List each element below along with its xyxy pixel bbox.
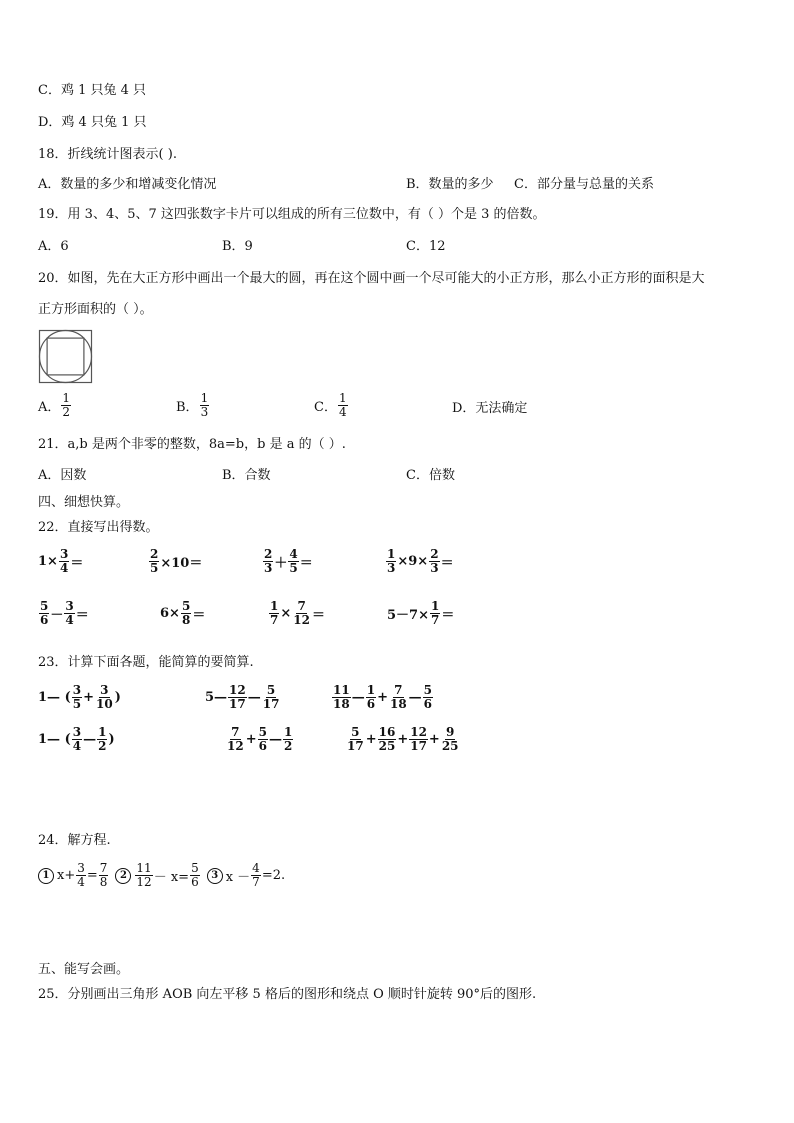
fraction: [332, 684, 351, 711]
equals: ＝: [75, 608, 89, 623]
term: x －: [225, 870, 251, 885]
q20-option-a-label: A．: [38, 400, 61, 415]
fraction: [181, 600, 191, 627]
operator: —: [351, 690, 365, 705]
operator: +: [365, 732, 377, 747]
numerator: 7: [297, 599, 306, 613]
numerator: 3: [72, 683, 82, 697]
denominator: 12: [136, 875, 152, 889]
denominator: 5: [72, 697, 82, 711]
q17-option-d: D．鸡 4 只兔 1 只: [38, 115, 147, 130]
operator: —: [247, 690, 261, 705]
q22-expr-4: [385, 548, 454, 575]
fraction: [378, 726, 397, 753]
denominator: 18: [333, 697, 350, 711]
denominator: 2: [283, 739, 293, 753]
denominator: 5: [150, 561, 159, 575]
operator: +: [377, 690, 388, 705]
numerator: 1: [270, 599, 279, 613]
q21-stem: 21．a,b 是两个非零的整数，8a=b，b 是 a 的（ ）.: [38, 437, 346, 452]
operator: —: [408, 690, 422, 705]
fraction: [423, 684, 433, 711]
denominator: 17: [229, 697, 246, 711]
numerator: 3: [65, 599, 74, 613]
operator: ＋: [274, 556, 288, 571]
denominator: 4: [72, 739, 82, 753]
q23-expr-2: [205, 684, 281, 711]
q25-stem: 25．分别画出三角形 AOB 向左平移 5 格后的图形和绕点 O 顺时针旋转 90°后的图形.: [38, 987, 537, 1002]
fraction: [76, 862, 86, 889]
numerator: 7: [394, 683, 403, 697]
numerator: 5: [40, 599, 49, 613]
term: 5－7×: [387, 608, 429, 623]
numerator: 12: [410, 725, 427, 739]
q22-expr-2: [148, 548, 202, 575]
q18-option-c: C．部分量与总量的关系: [514, 177, 654, 192]
numerator: 5: [258, 725, 267, 739]
fraction: [97, 726, 107, 753]
fraction: [72, 684, 82, 711]
denominator: 3: [200, 405, 209, 419]
fraction: [386, 548, 396, 575]
denominator: 8: [181, 613, 191, 627]
term: x+: [57, 868, 76, 883]
fraction: [72, 726, 82, 753]
circled-number-3: 3: [207, 868, 223, 884]
denominator: 3: [430, 561, 439, 575]
q22-expr-5: [38, 600, 89, 627]
q23-stem: 23．计算下面各题，能简算的要简算.: [38, 655, 254, 670]
numerator: 1: [387, 547, 396, 561]
numerator: 5: [191, 861, 199, 875]
denominator: 2: [98, 739, 107, 753]
fraction: [262, 684, 281, 711]
operator: +: [83, 690, 94, 705]
denominator: 4: [338, 405, 347, 419]
q22-expr-1: [38, 548, 83, 575]
fraction: [288, 548, 298, 575]
denominator: 25: [441, 739, 459, 753]
numerator: 11: [136, 861, 152, 875]
small-square: [47, 338, 84, 375]
numerator: 12: [229, 683, 246, 697]
fraction: [430, 600, 440, 627]
numerator: 7: [99, 861, 108, 875]
equals: ＝: [311, 608, 325, 623]
q19-stem: 19．用 3、4、5、7 这四张数字卡片可以组成的所有三位数中，有（ ）个是 3 的倍数。: [38, 207, 546, 222]
operator: ×: [280, 606, 292, 621]
q24-stem: 24．解方程.: [38, 833, 111, 848]
q20-option-d: D．无法确定: [452, 401, 528, 416]
fraction: [135, 862, 152, 889]
circled-number-2: 2: [115, 868, 131, 884]
term: 6×: [160, 606, 180, 621]
equals: ＝: [70, 556, 84, 571]
q23-expr-6: [345, 726, 461, 753]
q20-stem-line2: 正方形面积的（ ）。: [38, 302, 153, 317]
denominator: 4: [59, 561, 69, 575]
equals: ＝: [440, 556, 454, 571]
denominator: 17: [410, 739, 427, 753]
numerator: 4: [252, 861, 260, 875]
q20-square-circle-figure: [38, 329, 94, 385]
numerator: 16: [378, 725, 396, 739]
numerator: 1: [366, 683, 376, 697]
q22-expr-3: [262, 548, 313, 575]
operator: ×9×: [397, 554, 429, 569]
fraction: [283, 726, 293, 753]
denominator: 6: [40, 613, 49, 627]
fraction: [64, 600, 74, 627]
fraction: [149, 548, 159, 575]
term: ): [108, 732, 115, 747]
denominator: 2: [62, 405, 71, 419]
fraction: [429, 548, 439, 575]
q19-option-c: C．12: [406, 239, 446, 254]
equals: ＝: [441, 608, 455, 623]
q23-expr-1: [38, 684, 121, 711]
fraction: [61, 392, 71, 419]
equals: ＝: [192, 608, 206, 623]
q22-expr-7: [268, 600, 325, 627]
fraction: [200, 392, 210, 419]
q18-option-b: B．数量的多少: [406, 177, 494, 192]
q20-option-c-label: C．: [314, 400, 337, 415]
q20-option-a: [38, 392, 72, 419]
numerator: 1: [430, 599, 440, 613]
denominator: 4: [65, 613, 74, 627]
q21-option-c: C．倍数: [406, 468, 455, 483]
q23-expr-4: [38, 726, 115, 753]
denominator: 18: [389, 697, 407, 711]
numerator: 9: [446, 725, 455, 739]
denominator: 4: [77, 875, 85, 889]
q20-option-b: [176, 392, 210, 419]
q22-stem: 22．直接写出得数。: [38, 520, 159, 535]
fraction: [190, 862, 200, 889]
denominator: 12: [227, 739, 244, 753]
operator: —: [83, 732, 97, 747]
q21-option-a: A．因数: [38, 468, 87, 483]
q20-option-c: [314, 392, 349, 419]
fraction: [389, 684, 408, 711]
fraction: [228, 684, 247, 711]
numerator: 3: [72, 725, 82, 739]
fraction: [99, 862, 109, 889]
fraction: [251, 862, 261, 889]
numerator: 5: [423, 683, 433, 697]
q24-equations: [38, 862, 285, 889]
denominator: 17: [262, 697, 280, 711]
numerator: 1: [98, 725, 107, 739]
fraction: [366, 684, 376, 711]
q20-option-b-label: B．: [176, 400, 199, 415]
q17-option-c: C．鸡 1 只兔 4 只: [38, 83, 147, 98]
q19-option-a: A．6: [38, 239, 69, 254]
term: 1×: [38, 554, 58, 569]
fraction: [346, 726, 365, 753]
denominator: 10: [96, 697, 113, 711]
numerator: 3: [59, 547, 69, 561]
q18-stem: 18．折线统计图表示( ).: [38, 147, 177, 162]
q18-option-a: A．数量的多少和增减变化情况: [38, 177, 217, 192]
q22-expr-8: [387, 600, 454, 627]
denominator: 17: [347, 739, 364, 753]
fraction: [409, 726, 428, 753]
numerator: 3: [100, 683, 109, 697]
denominator: 7: [430, 613, 440, 627]
denominator: 6: [258, 739, 267, 753]
q19-option-b: B．9: [222, 239, 253, 254]
section-4-heading: 四、细想快算。: [38, 495, 130, 510]
numerator: 3: [77, 861, 85, 875]
operator: －: [50, 608, 64, 623]
numerator: 4: [289, 547, 298, 561]
circled-number-1: 1: [38, 868, 54, 884]
fraction: [258, 726, 268, 753]
operator: － x=: [153, 870, 190, 885]
numerator: 5: [351, 725, 360, 739]
term: ): [114, 690, 121, 705]
operator: ×10＝: [160, 556, 203, 571]
denominator: 7: [270, 613, 279, 627]
fraction: [263, 548, 273, 575]
equals: ＝: [299, 556, 313, 571]
denominator: 7: [252, 875, 260, 889]
fraction: [39, 600, 49, 627]
operator: —: [268, 732, 282, 747]
operator: +: [245, 732, 257, 747]
denominator: 6: [423, 697, 433, 711]
denominator: 6: [366, 697, 376, 711]
operator: +: [397, 732, 409, 747]
fraction: [441, 726, 460, 753]
denominator: 3: [264, 561, 273, 575]
denominator: 12: [293, 613, 310, 627]
fraction: [95, 684, 114, 711]
numerator: 7: [231, 725, 240, 739]
numerator: 1: [338, 391, 347, 405]
numerator: 2: [264, 547, 273, 561]
term: 1— (: [38, 732, 71, 747]
q23-expr-3: [331, 684, 434, 711]
fraction: [338, 392, 348, 419]
denominator: 8: [99, 875, 108, 889]
fraction: [292, 600, 311, 627]
q22-expr-6: [160, 600, 205, 627]
denominator: 5: [289, 561, 298, 575]
section-5-heading: 五、能写会画。: [38, 962, 130, 977]
numerator: 5: [181, 599, 191, 613]
fraction: [59, 548, 69, 575]
fraction: [269, 600, 279, 627]
q21-option-b: B．合数: [222, 468, 271, 483]
operator: +: [428, 732, 440, 747]
denominator: 3: [387, 561, 396, 575]
equals: =2.: [261, 868, 286, 883]
fraction: [226, 726, 245, 753]
numerator: 1: [62, 391, 71, 405]
denominator: 25: [378, 739, 396, 753]
numerator: 1: [283, 725, 293, 739]
numerator: 1: [200, 391, 209, 405]
numerator: 2: [150, 547, 159, 561]
q23-expr-5: [225, 726, 294, 753]
numerator: 11: [333, 683, 350, 697]
denominator: 6: [191, 875, 199, 889]
q20-stem-line1: 20．如图，先在大正方形中画出一个最大的圆，再在这个圆中画一个尽可能大的小正方形，那么小正方形的面积是大: [38, 271, 705, 286]
term: 5—: [205, 690, 228, 705]
equals: =: [86, 868, 98, 883]
term: 1— (: [38, 690, 71, 705]
numerator: 2: [430, 547, 439, 561]
numerator: 5: [266, 683, 276, 697]
